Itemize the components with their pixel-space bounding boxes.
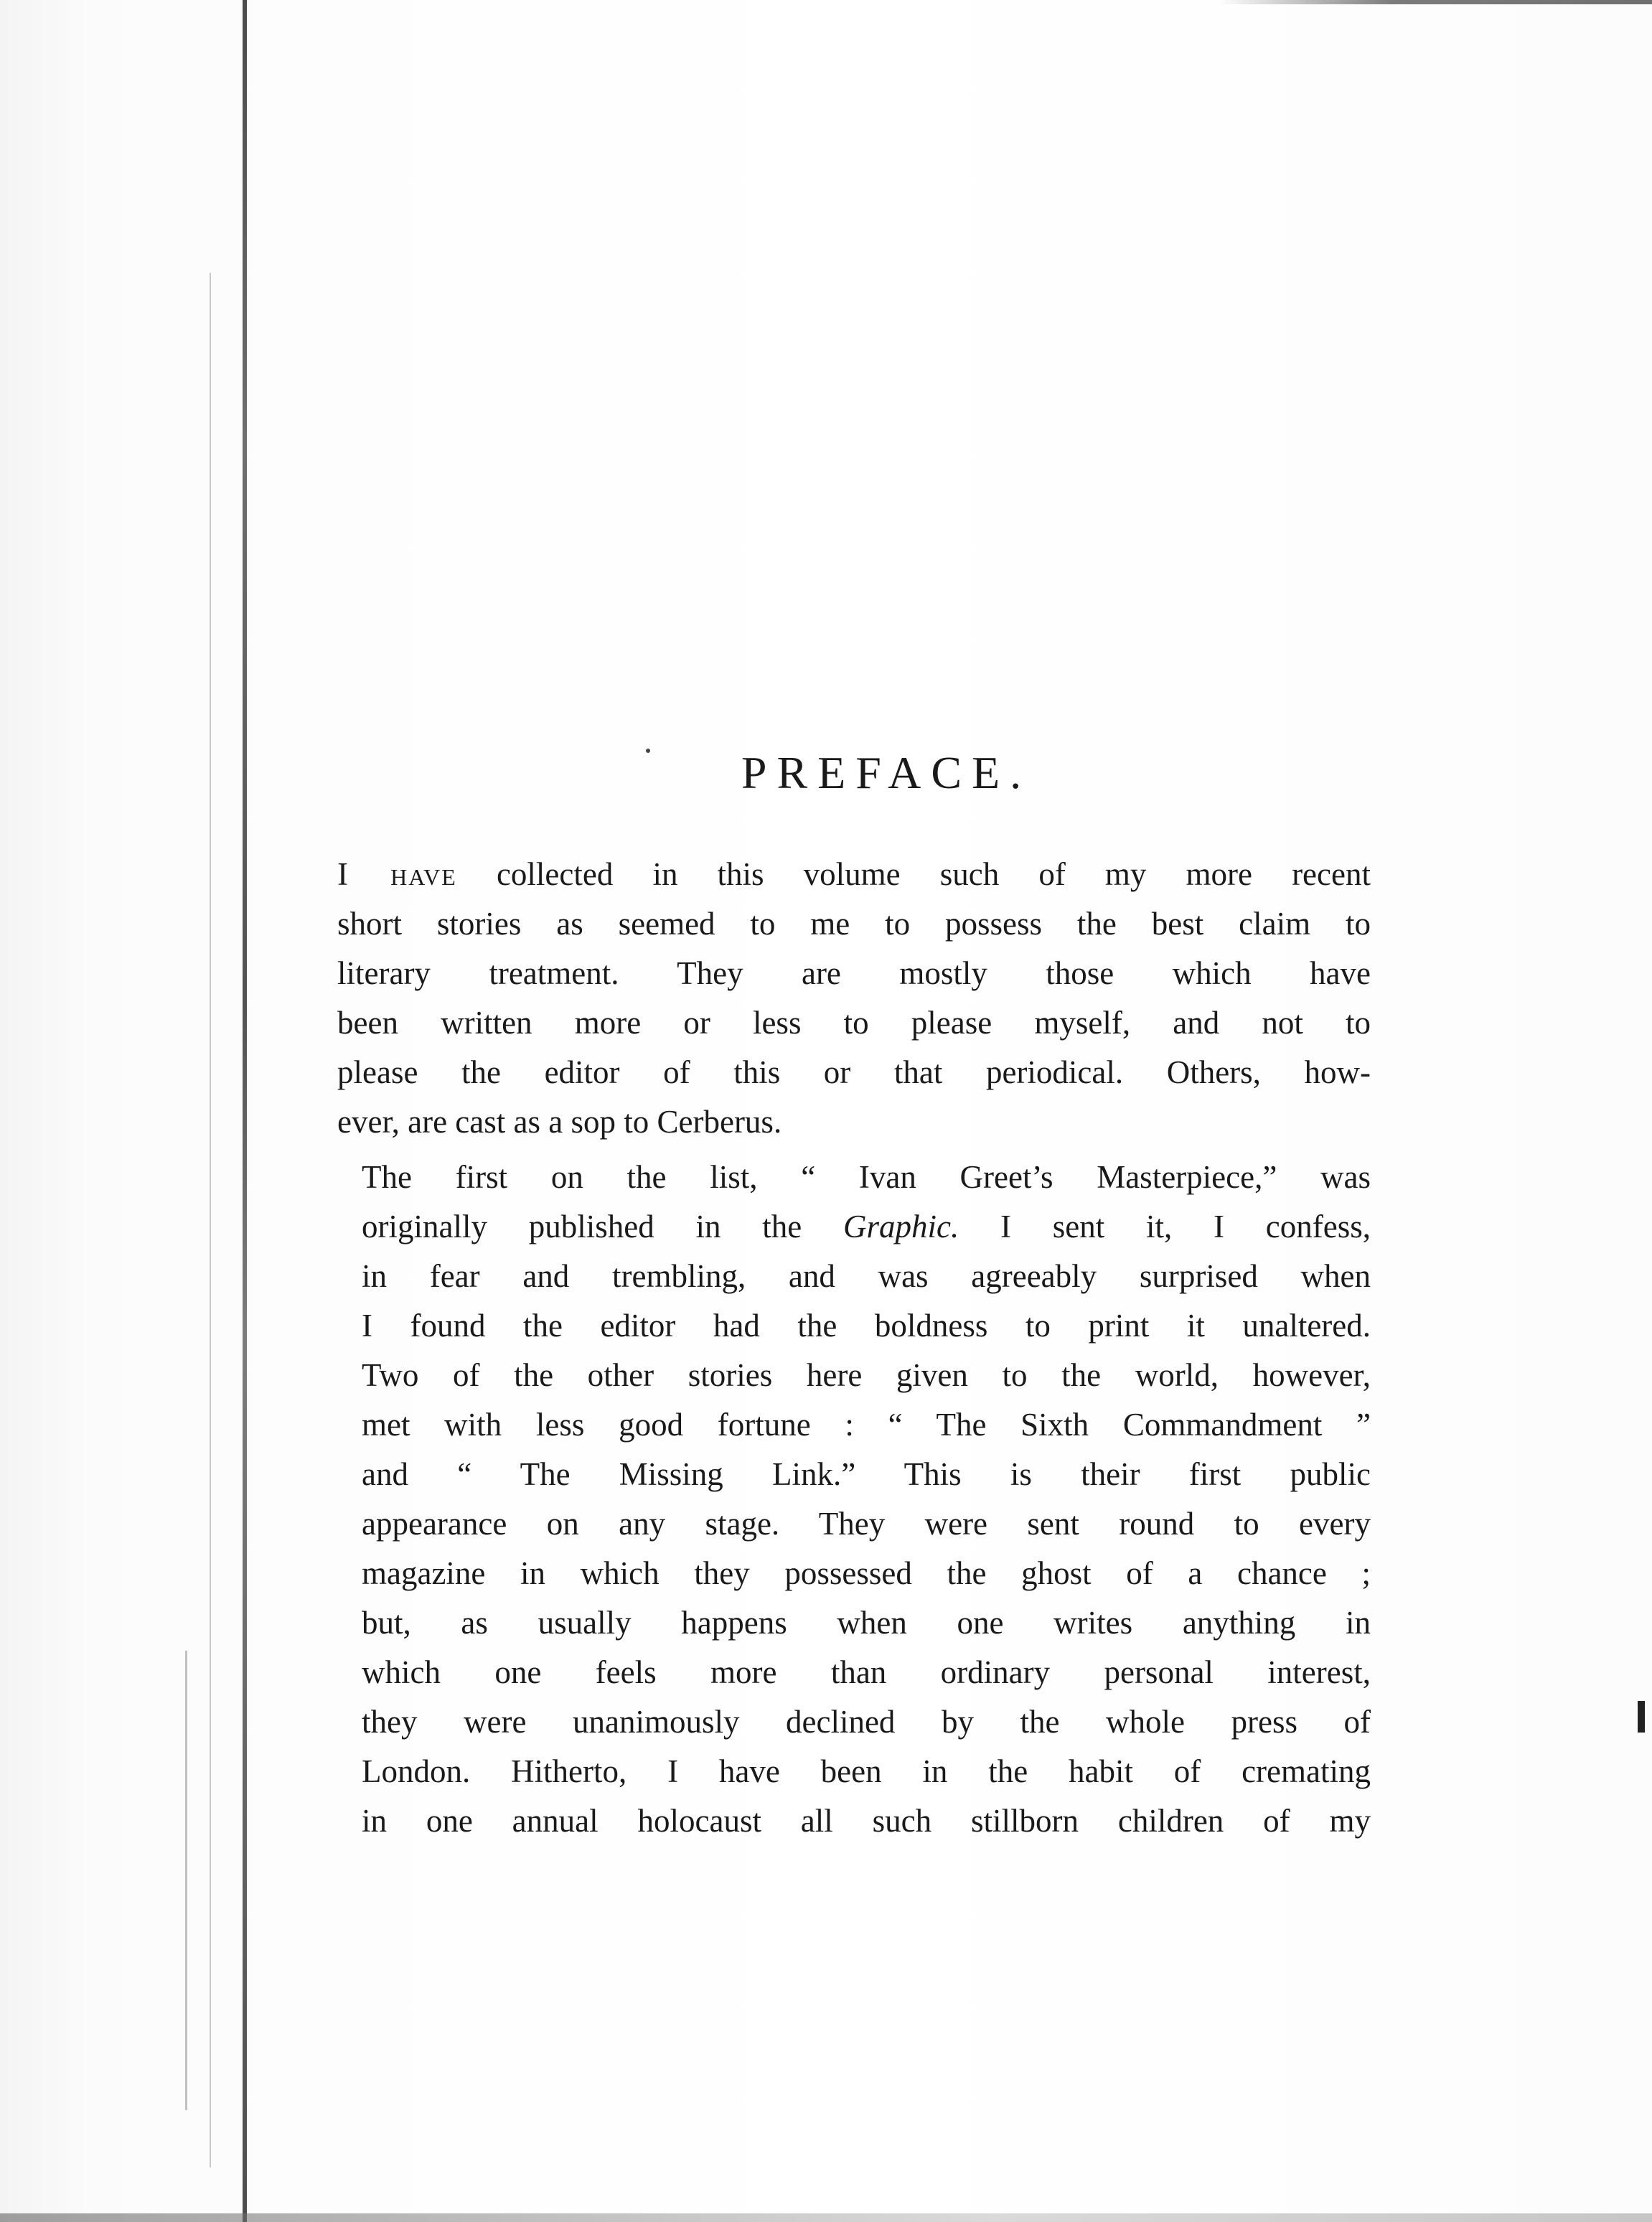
text-line: in one annual holocaust all such stillborn children of my (362, 1803, 1371, 1839)
text-line: and “ The Missing Link.” This is their first public (362, 1456, 1371, 1492)
text-line: been written more or less to please myself, and not to (337, 1005, 1371, 1041)
text-line: magazine in which they possessed the ghost of a chance ; (362, 1555, 1371, 1591)
preface-text-block (337, 746, 1371, 1846)
italic-publication-name: Graphic. (843, 1209, 959, 1244)
text-line: Two of the other stories here given to the world, however, (362, 1357, 1371, 1393)
text-line: met with less good fortune : “ The Sixth Commandment ” (362, 1407, 1371, 1443)
text-line (337, 850, 1371, 899)
text-line (337, 1202, 1371, 1252)
text-line: short stories as seemed to me to possess the best claim to (337, 906, 1371, 942)
scan-edge-mark (1638, 1701, 1645, 1733)
paragraph-1 (337, 850, 1371, 1147)
lead-in-small-caps: I have (337, 856, 457, 892)
text-line: appearance on any stage. They were sent round to every (362, 1506, 1371, 1542)
text-line: The first on the list, “ Ivan Greet’s Masterpiece,” was (362, 1159, 1371, 1195)
scan-bottom-edge (0, 2213, 1652, 2222)
text-line: they were unanimously declined by the whole press of (362, 1704, 1371, 1740)
text-line: literary treatment. They are mostly those which have (337, 955, 1371, 991)
text-line: which one feels more than ordinary personal interest, (362, 1654, 1371, 1690)
text-line: ever, are cast as a sop to Cerberus. (337, 1104, 782, 1140)
line-text: I sent it, I confess, (959, 1209, 1371, 1244)
line-text: originally published in the (362, 1209, 843, 1244)
line-text: collected in this volume such of my more recent (456, 856, 1371, 892)
paragraph-2 (337, 1153, 1371, 1846)
gutter-shadow-line-lower (185, 1651, 187, 2110)
page-title: PREFACE. (741, 747, 1032, 798)
scan-top-edge (1220, 0, 1652, 4)
binding-fold-line (243, 0, 247, 2222)
text-line: but, as usually happens when one writes anything in (362, 1605, 1371, 1641)
text-line: I found the editor had the boldness to print it unaltered. (362, 1308, 1371, 1344)
text-line: please the editor of this or that periodical. Others, how- (337, 1054, 1371, 1090)
gutter-shadow-line (210, 273, 211, 2167)
text-line: in fear and trembling, and was agreeably surprised when (362, 1258, 1371, 1294)
text-line: London. Hitherto, I have been in the habit of cremating (362, 1753, 1371, 1789)
